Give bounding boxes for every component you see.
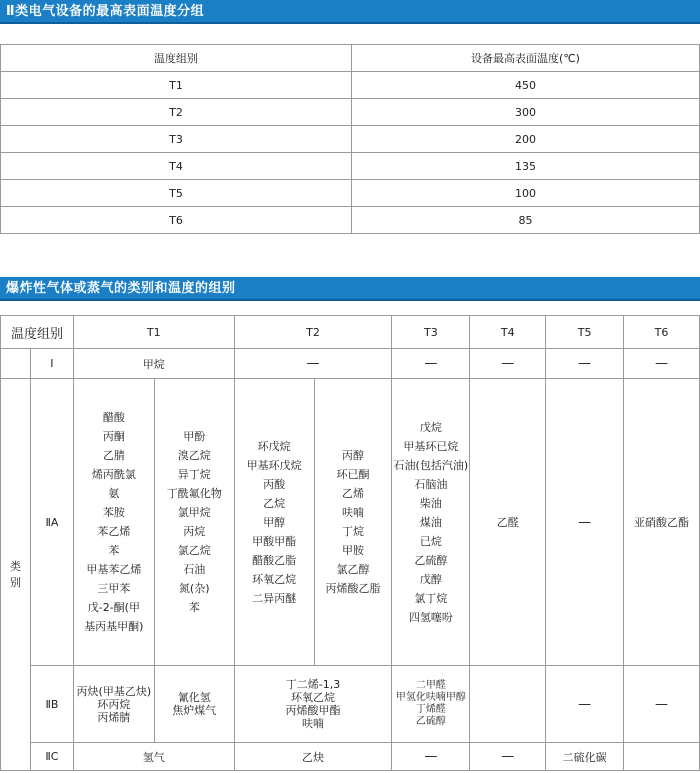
gas-class-table: [0, 315, 700, 771]
temp-group-cell: T5: [1, 180, 352, 207]
max-temp-cell: 200: [352, 126, 700, 153]
t4-cell-dash: —: [470, 743, 546, 771]
col-header-t5: T5: [546, 316, 624, 349]
category-label: 类 别: [1, 379, 31, 771]
category-empty-cell: [1, 349, 31, 379]
col-header-t2: T2: [234, 316, 392, 349]
temp-group-cell: T2: [1, 99, 352, 126]
t1-cell: 氢气: [73, 743, 234, 771]
section-header-surface-temp: [0, 0, 700, 24]
t4-cell-dash: —: [470, 349, 546, 379]
table-header-row: [1, 45, 700, 72]
table-row: [1, 153, 700, 180]
temp-group-cell: T3: [1, 126, 352, 153]
t2-cell-dash: —: [234, 349, 392, 379]
table-row: [1, 99, 700, 126]
table-row: [1, 126, 700, 153]
table-row: [1, 72, 700, 99]
t2a-substance-list: 环戊烷 甲基环戊烷 丙酸 乙烷 甲醇 甲酸甲酯 醋酸乙脂 环氧乙烷 二异丙醚: [234, 379, 314, 666]
section-header-gas-classes: [0, 277, 700, 301]
table-row: [1, 180, 700, 207]
max-temp-cell: 300: [352, 99, 700, 126]
col-header-t4: T4: [470, 316, 546, 349]
t2b-substance-list: 丙醇 环已酮 乙烯 呋喃 丁烷 甲胺 氯乙醇 丙烯酸乙脂: [314, 379, 392, 666]
t4-cell-empty: [470, 666, 546, 743]
t3-substance-list: 戊烷 甲基环已烷 石油(包括汽油) 石脑油 柴油 煤油 已烷 乙硫醇 戊醇 氯丁烷 四氢噻吩: [392, 379, 470, 666]
t5-cell-dash: —: [546, 666, 624, 743]
class-label: ⅡC: [30, 743, 73, 771]
max-temp-cell: 135: [352, 153, 700, 180]
t3-substance-list: 二甲醛 甲氢化呋喃甲醇 丁烯醛 乙硫醇: [392, 666, 470, 743]
table-header-row: [1, 316, 700, 349]
t6-cell-dash: —: [624, 666, 700, 743]
header-underline: [0, 299, 700, 301]
col-header-max-temp: 设备最高表面温度(℃): [352, 45, 700, 72]
row-class-I: [1, 349, 700, 379]
t1a-substance-list: 醋酸 丙酮 乙腈 烯丙酰氯 氨 苯胺 苯乙烯 苯 甲基苯乙烯 三甲苯 戊-2-酮(甲 基丙基甲酮): [73, 379, 154, 666]
t1b-substance-list: 氰化氢 焦炉煤气: [154, 666, 234, 743]
t3-cell-dash: —: [392, 743, 470, 771]
class-label: Ⅰ: [30, 349, 73, 379]
section-title: Ⅱ类电气设备的最高表面温度分组: [6, 4, 205, 19]
t6-cell-empty: [624, 743, 700, 771]
class-label: ⅡB: [30, 666, 73, 743]
row-class-IIB: [1, 666, 700, 743]
t1-cell: 甲烷: [73, 349, 234, 379]
row-class-IIA: [1, 379, 700, 666]
temp-group-cell: T1: [1, 72, 352, 99]
row-class-IIC: [1, 743, 700, 771]
t5-cell-dash: —: [546, 379, 624, 666]
col-header-t6: T6: [624, 316, 700, 349]
t6-cell: 亚硝酸乙酯: [624, 379, 700, 666]
max-temp-cell: 85: [352, 207, 700, 234]
t3-cell-dash: —: [392, 349, 470, 379]
max-temp-cell: 100: [352, 180, 700, 207]
t1b-substance-list: 甲酚 溴乙烷 异丁烷 丁酰氟化物 氯甲烷 丙烷 氯乙烷 石油 氮(杂) 苯: [154, 379, 234, 666]
class-label: ⅡA: [30, 379, 73, 666]
max-temp-cell: 450: [352, 72, 700, 99]
col-header-temp-group: 温度组别: [1, 316, 74, 349]
temp-group-cell: T4: [1, 153, 352, 180]
t6-cell-dash: —: [624, 349, 700, 379]
t4-cell: 乙醛: [470, 379, 546, 666]
t5-cell-dash: —: [546, 349, 624, 379]
col-header-t3: T3: [392, 316, 470, 349]
temp-group-cell: T6: [1, 207, 352, 234]
surface-temp-table: [0, 44, 700, 234]
table-row: [1, 207, 700, 234]
header-underline: [0, 22, 700, 24]
t1a-substance-list: 丙炔(甲基乙炔) 环丙烷 丙烯腈: [73, 666, 154, 743]
t2-substance-list: 丁二烯-1,3 环氧乙烷 丙烯酸甲酯 呋喃: [234, 666, 392, 743]
t2-cell: 乙炔: [234, 743, 392, 771]
section-title: 爆炸性气体或蒸气的类别和温度的组别: [6, 281, 236, 296]
col-header-t1: T1: [73, 316, 234, 349]
t5-cell: 二硫化碳: [546, 743, 624, 771]
col-header-temp-group: 温度组别: [1, 45, 352, 72]
